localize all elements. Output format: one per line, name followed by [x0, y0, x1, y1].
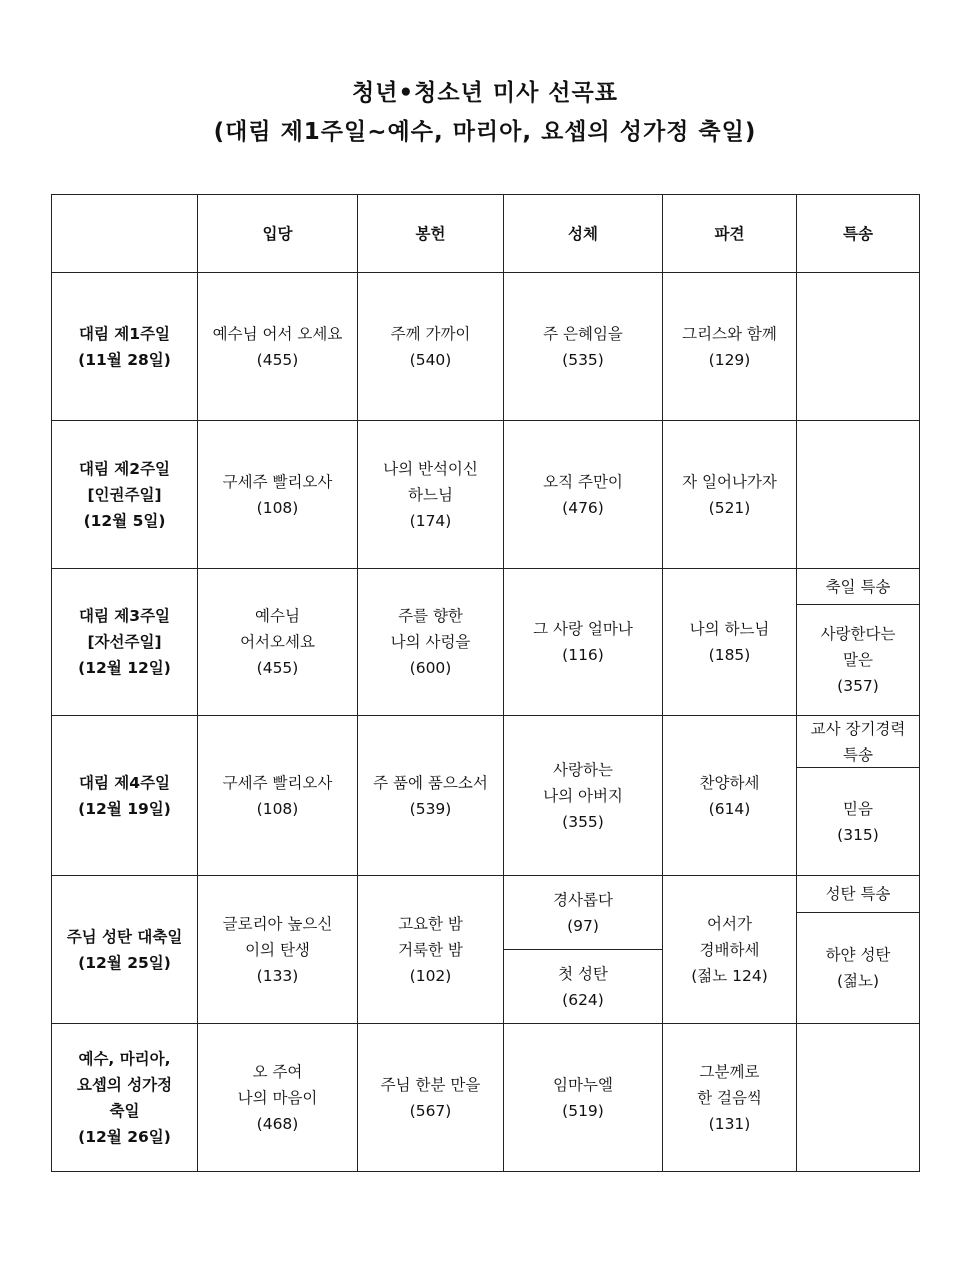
- row-label: 예수, 마리아, 요셉의 성가정 축일 (12월 26일): [52, 1024, 198, 1172]
- special-cell-empty: [797, 421, 920, 569]
- entrance-cell: 오 주여 나의 마음이 (468): [198, 1024, 358, 1172]
- communion-cell: 주 은혜임을 (535): [504, 273, 663, 421]
- dismissal-cell: 그분께로 한 걸음씩 (131): [663, 1024, 797, 1172]
- dismissal-cell: 자 일어나가자 (521): [663, 421, 797, 569]
- header-communion: 성체: [504, 195, 663, 273]
- offertory-cell: 주께 가까이 (540): [358, 273, 504, 421]
- entrance-cell: 예수님 어서오세요 (455): [198, 569, 358, 716]
- page-title: 청년•청소년 미사 선곡표: [352, 80, 618, 106]
- row-label: 대림 제4주일 (12월 19일): [52, 716, 198, 876]
- special-song: 사랑한다는 말은 (357): [797, 604, 919, 715]
- special-song: 믿음 (315): [797, 767, 919, 875]
- dismissal-cell: 나의 하느님 (185): [663, 569, 797, 716]
- row-label: 주님 성탄 대축일 (12월 25일): [52, 876, 198, 1024]
- special-cell-empty: [797, 273, 920, 421]
- entrance-cell: 예수님 어서 오세요 (455): [198, 273, 358, 421]
- special-title: 교사 장기경력 특송: [810, 719, 906, 764]
- offertory-cell: 주님 한분 만을 (567): [358, 1024, 504, 1172]
- header-offertory: 봉헌: [358, 195, 504, 273]
- header-special: 특송: [797, 195, 920, 273]
- communion-song-2: 첫 성탄 (624): [504, 949, 662, 1023]
- entrance-cell: 구세주 빨리오사 (108): [198, 421, 358, 569]
- dismissal-cell: 찬양하세 (614): [663, 716, 797, 876]
- table-header-row: [52, 195, 920, 273]
- row-label: 대림 제1주일 (11월 28일): [52, 273, 198, 421]
- offertory-cell: 주를 향한 나의 사렁을 (600): [358, 569, 504, 716]
- special-cell: [797, 876, 920, 1024]
- special-cell-empty: [797, 1024, 920, 1172]
- song-table: [51, 194, 920, 1172]
- communion-song-1: 경사롭다 (97): [553, 890, 613, 935]
- table-row: [52, 569, 920, 716]
- special-title: 축일 특송: [825, 577, 891, 596]
- communion-cell: 사랑하는 나의 아버지 (355): [504, 716, 663, 876]
- table-row: [52, 273, 920, 421]
- entrance-cell: 글로리아 높으신 이의 탄생 (133): [198, 876, 358, 1024]
- communion-cell: 오직 주만이 (476): [504, 421, 663, 569]
- offertory-cell: 나의 반석이신 하느님 (174): [358, 421, 504, 569]
- special-cell: [797, 569, 920, 716]
- row-label: 대림 제2주일 [인권주일] (12월 5일): [52, 421, 198, 569]
- communion-cell: 그 사랑 얼마나 (116): [504, 569, 663, 716]
- row-label: 대림 제3주일 [자선주일] (12월 12일): [52, 569, 198, 716]
- dismissal-cell: 어서가 경배하세 (젊노 124): [663, 876, 797, 1024]
- communion-cell: 임마누엘 (519): [504, 1024, 663, 1172]
- table-row: [52, 876, 920, 1024]
- table-row: [52, 421, 920, 569]
- dismissal-cell: 그리스와 함께 (129): [663, 273, 797, 421]
- table-row: [52, 716, 920, 876]
- table-row: [52, 1024, 920, 1172]
- header-dismissal: 파견: [663, 195, 797, 273]
- offertory-cell: 고요한 밤 거룩한 밤 (102): [358, 876, 504, 1024]
- special-title: 성탄 특송: [825, 885, 891, 903]
- header-entrance: 입당: [198, 195, 358, 273]
- special-song: 하얀 성탄 (젊노): [797, 912, 919, 1023]
- communion-cell: [504, 876, 663, 1024]
- entrance-cell: 구세주 빨리오사 (108): [198, 716, 358, 876]
- header-empty: [52, 195, 198, 273]
- page-subtitle: (대림 제1주일~예수, 마리아, 요셉의 성가정 축일): [213, 119, 757, 145]
- offertory-cell: 주 품에 품으소서 (539): [358, 716, 504, 876]
- special-cell: [797, 716, 920, 876]
